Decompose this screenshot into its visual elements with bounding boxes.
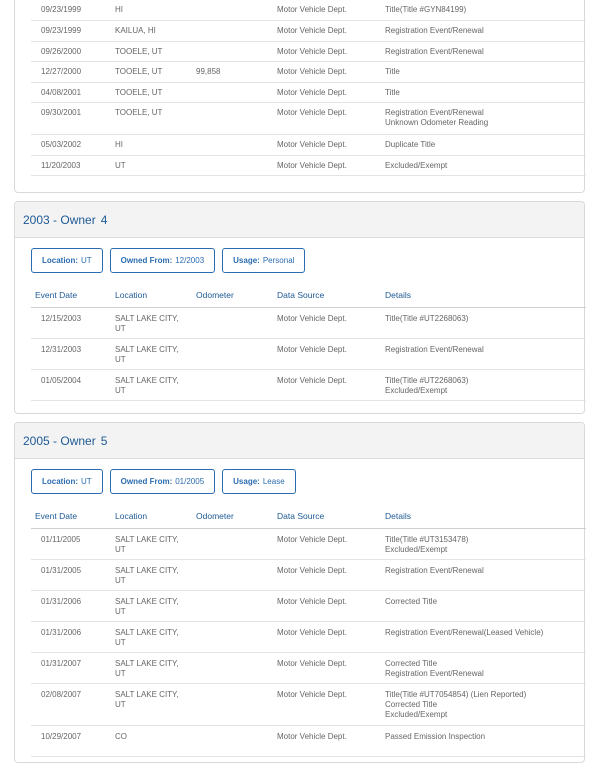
cell-data-source: Motor Vehicle Dept.	[273, 590, 381, 621]
location-chip-value: UT	[81, 256, 92, 265]
table-header-row	[31, 504, 586, 528]
cell-event-date: 01/05/2004	[31, 369, 111, 400]
cell-location: SALT LAKE CITY, UT	[111, 652, 192, 683]
owner-3-history-card	[14, 0, 585, 193]
table-row	[31, 621, 586, 652]
cell-data-source: Motor Vehicle Dept.	[273, 62, 381, 83]
cell-data-source: Motor Vehicle Dept.	[273, 528, 381, 559]
cell-odometer	[192, 307, 273, 338]
table-row	[31, 307, 586, 338]
cell-odometer	[192, 369, 273, 400]
cell-details: Corrected Title Registration Event/Renewal	[381, 652, 586, 683]
cell-event-date: 01/31/2006	[31, 590, 111, 621]
cell-odometer	[192, 0, 273, 21]
table-row	[31, 369, 586, 400]
cell-data-source: Motor Vehicle Dept.	[273, 103, 381, 135]
cell-data-source: Motor Vehicle Dept.	[273, 652, 381, 683]
location-chip-label: Location:	[42, 256, 78, 265]
cell-odometer	[192, 725, 273, 756]
table-row	[31, 62, 586, 83]
cell-data-source: Motor Vehicle Dept.	[273, 559, 381, 590]
table-row	[31, 21, 586, 42]
cell-details: Title(Title #UT2268063)	[381, 307, 586, 338]
owner-3-events-body	[31, 0, 586, 176]
cell-location: TOOELE, UT	[111, 82, 192, 103]
cell-details: Title	[381, 62, 586, 83]
owner-5-header[interactable]	[15, 423, 584, 459]
col-event-date: Event Date	[31, 504, 111, 528]
cell-data-source: Motor Vehicle Dept.	[273, 82, 381, 103]
owned-from-chip-label: Owned From:	[120, 256, 173, 265]
owner-5-title: 2005 - Owner	[23, 433, 96, 448]
table-header-row	[31, 283, 586, 307]
cell-details: Title(Title #UT7054854) (Lien Reported) Corrected Title Excluded/Exempt	[381, 683, 586, 725]
cell-data-source: Motor Vehicle Dept.	[273, 338, 381, 369]
cell-odometer	[192, 683, 273, 725]
cell-details: Title	[381, 82, 586, 103]
col-details: Details	[381, 283, 586, 307]
owner-4-events-body	[31, 307, 586, 400]
cell-event-date: 09/23/1999	[31, 0, 111, 21]
cell-event-date: 05/03/2002	[31, 135, 111, 156]
table-row	[31, 528, 586, 559]
owner-4-card	[14, 201, 585, 414]
col-location: Location	[111, 283, 192, 307]
cell-event-date: 01/31/2005	[31, 559, 111, 590]
cell-event-date: 12/27/2000	[31, 62, 111, 83]
cell-data-source: Motor Vehicle Dept.	[273, 135, 381, 156]
cell-details: Passed Emission Inspection	[381, 725, 586, 756]
cell-details: Registration Event/Renewal	[381, 21, 586, 42]
cell-location: SALT LAKE CITY, UT	[111, 369, 192, 400]
owner-4-number: 4	[100, 212, 108, 227]
cell-data-source: Motor Vehicle Dept.	[273, 725, 381, 756]
cell-event-date: 01/31/2007	[31, 652, 111, 683]
cell-event-date: 02/08/2007	[31, 683, 111, 725]
col-event-date: Event Date	[31, 283, 111, 307]
cell-odometer	[192, 338, 273, 369]
cell-event-date: 01/31/2006	[31, 621, 111, 652]
col-odometer: Odometer	[192, 504, 273, 528]
location-chip-label: Location:	[42, 477, 78, 486]
cell-odometer	[192, 652, 273, 683]
col-details: Details	[381, 504, 586, 528]
cell-details: Registration Event/Renewal(Leased Vehicle)	[381, 621, 586, 652]
cell-location: SALT LAKE CITY, UT	[111, 338, 192, 369]
cell-data-source: Motor Vehicle Dept.	[273, 683, 381, 725]
owner-5-events-table	[31, 504, 586, 757]
cell-event-date: 12/15/2003	[31, 307, 111, 338]
cell-event-date: 09/26/2000	[31, 41, 111, 62]
location-chip[interactable]	[31, 248, 103, 273]
owner-5-number: 5	[100, 433, 108, 448]
cell-location: HI	[111, 135, 192, 156]
cell-location: SALT LAKE CITY, UT	[111, 307, 192, 338]
cell-details: Corrected Title	[381, 590, 586, 621]
owner-5-card	[14, 422, 585, 763]
cell-event-date: 10/29/2007	[31, 725, 111, 756]
cell-location: UT	[111, 155, 192, 176]
table-row	[31, 135, 586, 156]
cell-event-date: 12/31/2003	[31, 338, 111, 369]
cell-data-source: Motor Vehicle Dept.	[273, 369, 381, 400]
cell-details: Registration Event/Renewal Unknown Odometer Reading	[381, 103, 586, 135]
usage-chip[interactable]	[222, 248, 305, 273]
cell-event-date: 04/08/2001	[31, 82, 111, 103]
cell-details: Excluded/Exempt	[381, 155, 586, 176]
table-row	[31, 0, 586, 21]
cell-location: SALT LAKE CITY, UT	[111, 590, 192, 621]
cell-data-source: Motor Vehicle Dept.	[273, 0, 381, 21]
cell-details: Title(Title #UT2268063) Excluded/Exempt	[381, 369, 586, 400]
cell-details: Title(Title #UT3153478) Excluded/Exempt	[381, 528, 586, 559]
location-chip-value: UT	[81, 477, 92, 486]
cell-odometer	[192, 135, 273, 156]
cell-location: HI	[111, 0, 192, 21]
table-row	[31, 103, 586, 135]
cell-data-source: Motor Vehicle Dept.	[273, 621, 381, 652]
usage-chip[interactable]	[222, 469, 295, 494]
cell-odometer	[192, 41, 273, 62]
cell-details: Duplicate Title	[381, 135, 586, 156]
col-data-source: Data Source	[273, 283, 381, 307]
table-row	[31, 338, 586, 369]
owned-from-chip[interactable]	[110, 469, 215, 494]
cell-data-source: Motor Vehicle Dept.	[273, 155, 381, 176]
cell-details: Registration Event/Renewal	[381, 338, 586, 369]
usage-chip-value: Lease	[262, 477, 285, 486]
cell-location: SALT LAKE CITY, UT	[111, 528, 192, 559]
cell-location: SALT LAKE CITY, UT	[111, 683, 192, 725]
cell-odometer	[192, 21, 273, 42]
cell-data-source: Motor Vehicle Dept.	[273, 41, 381, 62]
cell-location: TOOELE, UT	[111, 41, 192, 62]
col-odometer: Odometer	[192, 283, 273, 307]
cell-location: TOOELE, UT	[111, 62, 192, 83]
cell-location: KAILUA, HI	[111, 21, 192, 42]
owner-4-title: 2003 - Owner	[23, 212, 96, 227]
table-row	[31, 82, 586, 103]
table-row	[31, 725, 586, 756]
owner-4-header[interactable]	[15, 202, 584, 238]
usage-chip-label: Usage:	[233, 477, 260, 486]
owned-from-chip-value: 12/2003	[175, 256, 205, 265]
owned-from-chip[interactable]	[110, 248, 215, 273]
cell-odometer	[192, 82, 273, 103]
cell-location: SALT LAKE CITY, UT	[111, 621, 192, 652]
cell-odometer	[192, 559, 273, 590]
cell-details: Registration Event/Renewal	[381, 559, 586, 590]
cell-event-date: 09/23/1999	[31, 21, 111, 42]
cell-location: CO	[111, 725, 192, 756]
cell-odometer: 99,858	[192, 62, 273, 83]
owned-from-chip-value: 01/2005	[175, 477, 205, 486]
table-row	[31, 155, 586, 176]
owner-5-summary-chips	[15, 459, 584, 504]
cell-odometer	[192, 590, 273, 621]
table-row	[31, 41, 586, 62]
owner-3-events-table	[31, 0, 586, 176]
cell-details: Title(Title #GYN84199)	[381, 0, 586, 21]
col-data-source: Data Source	[273, 504, 381, 528]
cell-location: SALT LAKE CITY, UT	[111, 559, 192, 590]
cell-event-date: 11/20/2003	[31, 155, 111, 176]
cell-data-source: Motor Vehicle Dept.	[273, 21, 381, 42]
cell-odometer	[192, 528, 273, 559]
usage-chip-value: Personal	[262, 256, 295, 265]
owned-from-chip-label: Owned From:	[120, 477, 173, 486]
cell-event-date: 09/30/2001	[31, 103, 111, 135]
col-location: Location	[111, 504, 192, 528]
cell-details: Registration Event/Renewal	[381, 41, 586, 62]
usage-chip-label: Usage:	[233, 256, 260, 265]
table-row	[31, 590, 586, 621]
table-row	[31, 559, 586, 590]
table-row	[31, 683, 586, 725]
owner-4-summary-chips	[15, 238, 584, 283]
cell-odometer	[192, 621, 273, 652]
cell-event-date: 01/11/2005	[31, 528, 111, 559]
cell-data-source: Motor Vehicle Dept.	[273, 307, 381, 338]
cell-odometer	[192, 155, 273, 176]
owner-4-events-table	[31, 283, 586, 401]
table-row	[31, 652, 586, 683]
cell-odometer	[192, 103, 273, 135]
location-chip[interactable]	[31, 469, 103, 494]
cell-location: TOOELE, UT	[111, 103, 192, 135]
owner-5-events-body	[31, 528, 586, 756]
